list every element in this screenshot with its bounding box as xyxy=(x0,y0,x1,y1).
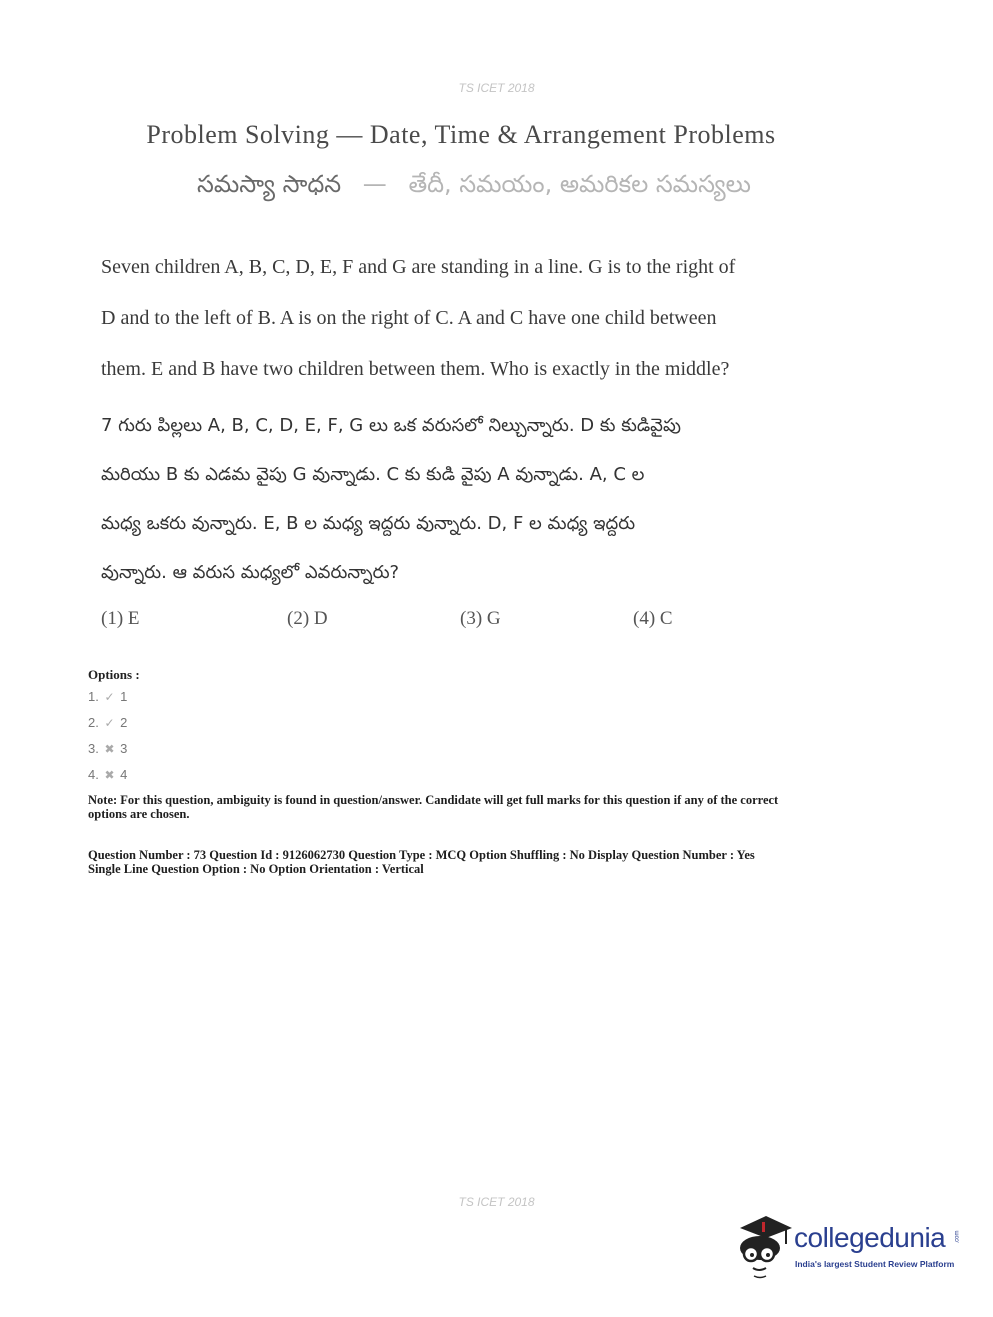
meta-line: Single Line Question Option : No Option Orientation : Vertical xyxy=(88,862,424,876)
note-text xyxy=(88,793,868,821)
question-telugu-line: మరియు B కు ఎడమ వైపు G వున్నాడు. C కు కుడి వైపు A వున్నాడు. A, C ల xyxy=(101,464,645,485)
question-telugu-line: 7 గురు పిల్లలు A, B, C, D, E, F, G లు ఒక వరుసలో నిల్చున్నారు. D కు కుడివైపు xyxy=(101,415,681,436)
option-value: 2 xyxy=(120,715,128,730)
option-value: 1 xyxy=(120,689,128,704)
check-icon: ✓ xyxy=(104,690,115,704)
option-item xyxy=(88,741,127,756)
collegedunia-mascot-icon xyxy=(736,1212,794,1280)
option-item xyxy=(88,715,127,730)
question-telugu-line: మధ్య ఒకరు వున్నారు. E, B ల మధ్య ఇద్దరు వున్నారు. D, F ల మధ్య ఇద్దరు xyxy=(101,513,636,534)
collegedunia-tagline: India's largest Student Review Platform xyxy=(795,1259,955,1269)
option-number: 3. xyxy=(88,741,99,756)
question-english-line: them. E and B have two children between them. Who is exactly in the middle? xyxy=(101,358,730,380)
title-telugu-dash: — xyxy=(362,170,387,198)
question-telugu-line: వున్నారు. ఆ వరుస మధ్యలో ఎవరున్నారు? xyxy=(101,562,400,583)
options-label: Options : xyxy=(88,667,140,682)
collegedunia-logo-suffix: .com xyxy=(954,1230,961,1244)
page-title: Problem Solving — Date, Time & Arrangement Problems xyxy=(146,120,776,149)
question-english-line: D and to the left of B. A is on the right of C. A and C have one child between xyxy=(101,307,717,329)
watermark-top: TS ICET 2018 xyxy=(458,81,535,95)
title-telugu-part1: సమస్యా సాధన xyxy=(197,170,342,198)
check-icon: ✓ xyxy=(104,716,115,730)
meta-line: Question Number : 73 Question Id : 9126062730 Question Type : MCQ Option Shuffling : No Display Question Number : Yes xyxy=(88,848,755,862)
watermark-bottom: TS ICET 2018 xyxy=(458,1195,535,1209)
cross-icon: ✖ xyxy=(104,768,115,782)
page-title-telugu xyxy=(0,170,948,204)
option-number: 4. xyxy=(88,767,99,782)
note-line: options are chosen. xyxy=(88,807,190,821)
cross-icon: ✖ xyxy=(104,742,115,756)
option-item xyxy=(88,767,127,782)
question-meta xyxy=(88,848,868,876)
collegedunia-logo-text: collegedunia xyxy=(794,1222,946,1253)
choice-2: (2) D xyxy=(287,608,328,629)
option-number: 2. xyxy=(88,715,99,730)
option-value: 3 xyxy=(120,741,128,756)
note-line: Note: For this question, ambiguity is found in question/answer. Candidate will get full marks for this question if any of the correct xyxy=(88,793,779,807)
title-telugu-part2: తేదీ, సమయం, అమరికల సమస్యలు xyxy=(408,170,751,198)
choice-1: (1) E xyxy=(101,608,140,629)
choice-4: (4) C xyxy=(633,608,673,629)
question-english-line: Seven children A, B, C, D, E, F and G are standing in a line. G is to the right of xyxy=(101,256,736,278)
option-number: 1. xyxy=(88,689,99,704)
option-value: 4 xyxy=(120,767,128,782)
option-item xyxy=(88,689,127,704)
choice-3: (3) G xyxy=(460,608,501,629)
